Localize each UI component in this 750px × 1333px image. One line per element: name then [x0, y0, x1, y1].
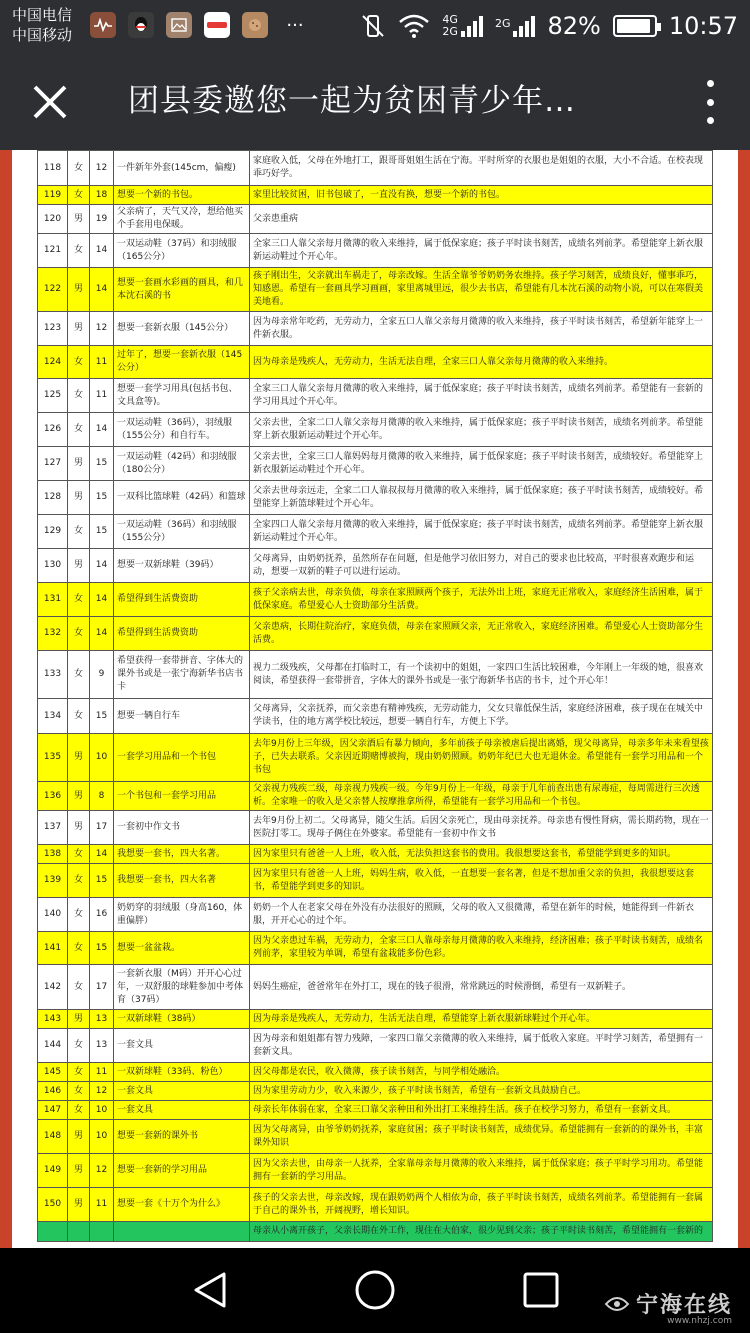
navigation-bar	[0, 1248, 750, 1333]
table-row	[38, 234, 713, 268]
signal-1-icon	[461, 15, 483, 37]
row-number-cell: 133	[38, 651, 68, 699]
recents-square-icon	[519, 1268, 563, 1312]
network-2-label: 2G	[494, 17, 511, 30]
row-number-cell: 120	[38, 205, 68, 234]
gender-cell: 女	[68, 617, 90, 651]
gender-cell: 男	[68, 1120, 90, 1154]
wish-cell: 我想要一套书，四大名著。	[114, 845, 250, 864]
row-number-cell	[38, 1222, 68, 1242]
carrier-info	[12, 5, 72, 45]
battery-icon	[613, 15, 657, 37]
reason-cell: 孩子的父亲去世，母亲改嫁，现在跟奶奶两个人相依为命，孩子平时读书刻苦，成绩名列前茅。希望能拥有一套属于自己的课外书，开阔视野，增长知识。	[250, 1188, 713, 1222]
close-button[interactable]	[22, 74, 78, 130]
row-number-cell: 134	[38, 699, 68, 734]
row-number-cell: 147	[38, 1101, 68, 1120]
reason-cell: 因为父亲患过车祸，无劳动力，全家三口人靠母亲每月微薄的收入来维持，经济困难；孩子平时读书刻苦，成绩名列前茅，家里较为单调，希望有盆栽能多份色彩。	[250, 932, 713, 965]
back-triangle-icon	[188, 1268, 232, 1312]
age-cell: 14	[90, 617, 114, 651]
row-number-cell: 137	[38, 811, 68, 845]
age-cell: 15	[90, 447, 114, 481]
gender-cell: 女	[68, 515, 90, 549]
row-number-cell: 119	[38, 186, 68, 205]
reason-cell: 全家四口人靠父亲每月微薄的收入来维持，属于低保家庭；孩子平时读书刻苦，成绩名列前茅。希望能穿上新衣服新运动鞋过个开心年。	[250, 515, 713, 549]
table-row	[38, 699, 713, 734]
wish-cell: 想要一套新的课外书	[114, 1120, 250, 1154]
health-app-icon	[90, 12, 116, 38]
wish-cell: 想要一套新的学习用品	[114, 1154, 250, 1188]
wish-cell: 一套文具	[114, 1029, 250, 1063]
wish-cell: 一双新球鞋（38码）	[114, 1010, 250, 1029]
table-row	[38, 932, 713, 965]
gender-cell: 男	[68, 481, 90, 515]
battery-percent: 82%	[547, 12, 601, 40]
wish-cell: 想要一双新球鞋（39码）	[114, 549, 250, 583]
gallery-app-icon	[166, 12, 192, 38]
age-cell: 8	[90, 782, 114, 811]
age-cell: 12	[90, 1154, 114, 1188]
table-row	[38, 1029, 713, 1063]
table-row	[38, 1010, 713, 1029]
wish-cell: 一双科比篮球鞋（42码）和篮球	[114, 481, 250, 515]
row-number-cell: 128	[38, 481, 68, 515]
wish-cell: 一套初中作文书	[114, 811, 250, 845]
recents-button[interactable]	[519, 1268, 563, 1312]
reason-cell: 母亲从小离开孩子，父亲长期在外工作，现住在大伯家，很少见到父亲；孩子平时读书刻苦，希望能拥有一套新的	[250, 1222, 713, 1242]
wish-cell: 一件新年外套(145cm，偏瘦)	[114, 151, 250, 186]
wish-cell: 希望得到生活费资助	[114, 583, 250, 617]
page-border-left	[0, 150, 12, 1248]
row-number-cell: 146	[38, 1082, 68, 1101]
reason-cell: 全家三口人靠父亲每月微薄的收入来维持，属于低保家庭；孩子平时读书刻苦，成绩名列前茅。希望能有一套新的学习用具过个开心年。	[250, 379, 713, 413]
row-number-cell: 124	[38, 346, 68, 379]
age-cell: 11	[90, 346, 114, 379]
status-bar	[0, 0, 750, 52]
table-row	[38, 811, 713, 845]
wish-cell: 一套学习用品和一个书包	[114, 734, 250, 782]
age-cell: 15	[90, 699, 114, 734]
age-cell: 14	[90, 268, 114, 312]
table-row	[38, 268, 713, 312]
table-row	[38, 1082, 713, 1101]
row-number-cell: 123	[38, 312, 68, 346]
cookie-app-icon	[242, 12, 268, 38]
reason-cell: 孩子父亲病去世，母亲负债，母亲在家照顾两个孩子，无法外出上班，家庭无正常收入，家庭经济生活困难，属于低保家庭。希望爱心人士资助部分生活费。	[250, 583, 713, 617]
more-dot-icon	[707, 99, 714, 106]
reason-cell: 因为家里劳动力少，收入来源少，孩子平时读书刻苦，希望有一套新文具鼓励自己。	[250, 1082, 713, 1101]
wish-cell: 一个书包和一套学习用品	[114, 782, 250, 811]
row-number-cell: 125	[38, 379, 68, 413]
reason-cell: 父亲去世，全家二口人靠父亲每月微薄的收入来维持，属于低保家庭；孩子平时读书刻苦，成绩名列前茅。希望能穿上新衣服新运动鞋过个开心年。	[250, 413, 713, 447]
reason-cell: 孩子刚出生，父亲就出车祸走了，母亲改嫁。生活全靠爷爷奶奶务农维持。孩子学习刻苦，成绩良好，懂事乖巧，知感恩。希望有一套画具学习画画，家里离城里远，很少去书店，希望能有几本沈石溪的动物小说，可以在寒假美美地看。	[250, 268, 713, 312]
web-content[interactable]	[0, 150, 750, 1248]
gender-cell: 女	[68, 845, 90, 864]
table-row	[38, 898, 713, 932]
wish-cell: 父亲病了，天气又冷，想给他买个手套用电保暖。	[114, 205, 250, 234]
row-number-cell: 121	[38, 234, 68, 268]
age-cell: 12	[90, 151, 114, 186]
gender-cell: 男	[68, 205, 90, 234]
age-cell: 13	[90, 1029, 114, 1063]
table-row	[38, 186, 713, 205]
gender-cell: 女	[68, 346, 90, 379]
wish-table	[37, 150, 713, 1242]
age-cell: 15	[90, 864, 114, 898]
status-indicators	[360, 0, 738, 52]
age-cell: 10	[90, 1101, 114, 1120]
age-cell: 14	[90, 234, 114, 268]
reason-cell: 因为母亲和姐姐都有智力残障，一家四口靠父亲微薄的收入来维持，属于低收入家庭。平时学习刻苦，希望拥有一套新文具。	[250, 1029, 713, 1063]
table-row	[38, 151, 713, 186]
notification-icons	[90, 12, 310, 38]
table-row	[38, 782, 713, 811]
back-button[interactable]	[188, 1268, 232, 1312]
table-row	[38, 864, 713, 898]
gender-cell: 女	[68, 186, 90, 205]
table-row	[38, 549, 713, 583]
reason-cell: 全家三口人靠父亲每月微薄的收入来维持，属于低保家庭；孩子平时读书刻苦，成绩名列前茅。希望能穿上新衣服新运动鞋过个开心年。	[250, 234, 713, 268]
gender-cell	[68, 1222, 90, 1242]
network-top-label: 4G	[442, 13, 458, 26]
age-cell: 17	[90, 965, 114, 1010]
page-title: 团县委邀您一起为贫困青少年…	[128, 83, 576, 119]
age-cell: 18	[90, 186, 114, 205]
gender-cell: 女	[68, 1063, 90, 1082]
row-number-cell: 139	[38, 864, 68, 898]
reason-cell: 父亲去世，全家三口人靠妈妈每月微薄的收入来维持，属于低保家庭；孩子平时读书刻苦，成绩较好。希望能穿上新衣服新运动鞋过个开心年。	[250, 447, 713, 481]
network-bottom-label: 2G	[442, 25, 458, 38]
gender-cell: 男	[68, 811, 90, 845]
wish-cell: 一套新衣服（M码）开开心心过年，一双舒服的球鞋参加中考体育（37码）	[114, 965, 250, 1010]
reason-cell: 父亲去世母亲远走，全家二口人靠叔叔每月微薄的收入来维持，属于低保家庭；孩子平时读书刻苦，成绩较好。希望能穿上新篮球鞋过个开心年。	[250, 481, 713, 515]
row-number-cell: 118	[38, 151, 68, 186]
gender-cell: 女	[68, 583, 90, 617]
watermark-logo-icon	[604, 1294, 630, 1314]
reason-cell: 父母离异，父亲抚养，而父亲患有精神残疾，无劳动能力，父女只靠低保生活，家庭经济困难，孩子现在在城关中学读书，住的地方离学校比较远，想要一辆自行车，方便上下学。	[250, 699, 713, 734]
reason-cell: 母亲长年体弱在家，全家三口靠父亲种田和外出打工来维持生活。孩子在校学习努力，希望有一套新文具。	[250, 1101, 713, 1120]
wish-cell: 过年了，想要一套新衣服（145公分）	[114, 346, 250, 379]
wish-cell: 想要一个新的书包。	[114, 186, 250, 205]
gender-cell: 男	[68, 447, 90, 481]
age-cell: 11	[90, 1063, 114, 1082]
row-number-cell: 143	[38, 1010, 68, 1029]
gender-cell: 女	[68, 1082, 90, 1101]
more-notifications-icon: ···	[286, 14, 304, 36]
row-number-cell: 142	[38, 965, 68, 1010]
table-row	[38, 346, 713, 379]
wifi-icon	[398, 13, 430, 39]
table-row	[38, 1101, 713, 1120]
age-cell: 14	[90, 549, 114, 583]
reason-cell: 父亲患病，长期住院治疗，家庭负债，母亲在家照顾父亲，无正常收入，家庭经济困难。希望爱心人士资助部分生活费。	[250, 617, 713, 651]
gender-cell: 男	[68, 312, 90, 346]
more-dot-icon	[707, 117, 714, 124]
table-row	[38, 1222, 713, 1242]
gender-cell: 女	[68, 413, 90, 447]
table-row	[38, 965, 713, 1010]
home-circle-icon	[353, 1268, 397, 1312]
table-row	[38, 734, 713, 782]
reason-cell: 因为家里只有爸爸一人上班，收入低，无法负担这套书的费用。我很想要这套书，希望能学到更多的知识。	[250, 845, 713, 864]
age-cell: 14	[90, 845, 114, 864]
table-row	[38, 651, 713, 699]
gender-cell: 男	[68, 1188, 90, 1222]
gender-cell: 男	[68, 1010, 90, 1029]
table-row	[38, 413, 713, 447]
age-cell: 15	[90, 515, 114, 549]
wish-cell: 想要一套《十万个为什么》	[114, 1188, 250, 1222]
wish-cell: 一套文具	[114, 1082, 250, 1101]
wish-cell: 希望获得一套带拼音、字体大的课外书或是一张宁海新华书店书卡	[114, 651, 250, 699]
row-number-cell: 141	[38, 932, 68, 965]
gender-cell: 女	[68, 1101, 90, 1120]
page-border-right	[738, 150, 750, 1248]
gender-cell: 女	[68, 932, 90, 965]
wish-cell: 想要一盆盆栽。	[114, 932, 250, 965]
more-options-button[interactable]	[700, 80, 720, 124]
reason-cell: 奶奶一个人在老家父母在外没有办法很好的照顾，父母的收入又很微薄，希望在新年的时候，她能得到一件新衣服，开开心心的过个年。	[250, 898, 713, 932]
carrier-2: 中国移动	[12, 26, 73, 44]
wish-cell: 一双运动鞋（42码）和羽绒服（180公分）	[114, 447, 250, 481]
row-number-cell: 122	[38, 268, 68, 312]
row-number-cell: 150	[38, 1188, 68, 1222]
table-row	[38, 1063, 713, 1082]
age-cell: 10	[90, 734, 114, 782]
table-row	[38, 583, 713, 617]
table-row	[38, 379, 713, 413]
wish-cell: 希望得到生活费资助	[114, 617, 250, 651]
wish-cell: 一双运动鞋（36码）和羽绒服（155公分）	[114, 515, 250, 549]
qq-app-icon	[128, 12, 154, 38]
table-row	[38, 312, 713, 346]
table-row	[38, 481, 713, 515]
reason-cell: 因为家里只有爸爸一人上班，妈妈生病，收入低，一直想要一套名著，但是不想加重父亲的负担，我很想要这套书，希望能学到更多的知识。	[250, 864, 713, 898]
gender-cell: 男	[68, 268, 90, 312]
sina-app-icon	[204, 12, 230, 38]
reason-cell: 因为母亲是残疾人，无劳动力，生活无法自理，希望能穿上新衣服新球鞋过个开心年。	[250, 1010, 713, 1029]
row-number-cell: 131	[38, 583, 68, 617]
gender-cell: 女	[68, 234, 90, 268]
reason-cell: 因为父母离异，由爷爷奶奶抚养，家庭贫困；孩子平时读书刻苦，成绩优异。希望能拥有一套新的的课外书，丰富课外知识	[250, 1120, 713, 1154]
age-cell: 17	[90, 811, 114, 845]
wish-cell: 想要一辆自行车	[114, 699, 250, 734]
vibrate-off-icon	[360, 13, 386, 39]
wish-cell	[114, 1222, 250, 1242]
row-number-cell: 140	[38, 898, 68, 932]
gender-cell: 女	[68, 965, 90, 1010]
gender-cell: 女	[68, 151, 90, 186]
wish-cell: 一双新球鞋（33码、粉色）	[114, 1063, 250, 1082]
app-bar	[0, 52, 750, 150]
age-cell: 14	[90, 413, 114, 447]
age-cell: 16	[90, 898, 114, 932]
reason-cell: 家里比较贫困，旧书包破了，一直没有换，想要一个新的书包。	[250, 186, 713, 205]
reason-cell: 妈妈生癌症，爸爸常年在外打工，现在的钱子很滑，常常跳远的时候滑倒，希望有一双新鞋子。	[250, 965, 713, 1010]
row-number-cell: 136	[38, 782, 68, 811]
reason-cell: 父亲患重病	[250, 205, 713, 234]
watermark	[604, 1288, 732, 1326]
row-number-cell: 135	[38, 734, 68, 782]
gender-cell: 女	[68, 1029, 90, 1063]
row-number-cell: 149	[38, 1154, 68, 1188]
reason-cell: 去年9月份上初二。父母离异，随父生活。后因父亲死亡，现由母亲抚养。母亲患有慢性肾病，需长期药物，现在一医院打零工。现母子俩住在外婆家。希望能有一套初中作文书	[250, 811, 713, 845]
close-icon	[32, 84, 68, 120]
clock: 10:57	[668, 12, 738, 40]
age-cell: 9	[90, 651, 114, 699]
wish-cell: 想要一套新衣服（145公分）	[114, 312, 250, 346]
reason-cell: 家庭收入低，父母在外地打工，跟哥哥姐姐生活在宁海。平时所穿的衣服也是姐姐的衣服，大小不合适。在校表现乖巧好学。	[250, 151, 713, 186]
age-cell: 12	[90, 312, 114, 346]
gender-cell: 女	[68, 864, 90, 898]
wish-cell: 一套文具	[114, 1101, 250, 1120]
table-row	[38, 205, 713, 234]
table-row	[38, 1120, 713, 1154]
gender-cell: 女	[68, 898, 90, 932]
row-number-cell: 144	[38, 1029, 68, 1063]
reason-cell: 父母离异，由奶奶抚养，虽然所存在问题，但是他学习依旧努力，对自己的要求也比较高，平时很喜欢跑步和运动，想要一双新的鞋子可以进行运动。	[250, 549, 713, 583]
reason-cell: 去年9月份上三年级，因父亲酒后有暴力倾向，多年前孩子母亲被虐后提出离婚，现父母离异，母亲多年未来看望孩子，已失去联系。父亲因近期赌博被拘，现由奶奶照顾。奶奶年纪已大也无退休金。希望能有一套学习用品和一个书包	[250, 734, 713, 782]
reason-cell: 视力二级残疾，父母都在打临时工，有一个读初中的姐姐，一家四口生活比较困难，今年刚上一年级的她，很喜欢阅读，希望获得一套带拼音，字体大的课外书或是一张宁海新华书店的书卡，过个开心年！	[250, 651, 713, 699]
more-dot-icon	[707, 80, 714, 87]
gender-cell: 女	[68, 379, 90, 413]
age-cell: 15	[90, 932, 114, 965]
table-row	[38, 1154, 713, 1188]
age-cell: 14	[90, 583, 114, 617]
table-row	[38, 617, 713, 651]
age-cell: 15	[90, 481, 114, 515]
reason-cell: 因父母都是农民，收入微薄，孩子读书刻苦，与同学相处融洽。	[250, 1063, 713, 1082]
carrier-1: 中国电信	[12, 6, 73, 24]
reason-cell: 因为父亲去世，由母亲一人抚养，全家靠母亲每月微薄的收入来维持，属于低保家庭；孩子平时学习用功。希望能拥有一套新的学习用品。	[250, 1154, 713, 1188]
row-number-cell: 132	[38, 617, 68, 651]
age-cell	[90, 1222, 114, 1242]
row-number-cell: 148	[38, 1120, 68, 1154]
gender-cell: 男	[68, 549, 90, 583]
table-row	[38, 1188, 713, 1222]
home-button[interactable]	[353, 1268, 397, 1312]
wish-cell: 奶奶穿的羽绒服（身高160，体重偏胖）	[114, 898, 250, 932]
age-cell: 13	[90, 1010, 114, 1029]
row-number-cell: 126	[38, 413, 68, 447]
age-cell: 12	[90, 1082, 114, 1101]
row-number-cell: 127	[38, 447, 68, 481]
network-type	[442, 14, 483, 38]
watermark-url: www.nhzj.com	[667, 1316, 732, 1326]
table-row	[38, 515, 713, 549]
age-cell: 11	[90, 1188, 114, 1222]
row-number-cell: 145	[38, 1063, 68, 1082]
reason-cell: 因为母亲是残疾人，无劳动力，生活无法自理，全家三口人靠父亲每月微薄的收入来维持。	[250, 346, 713, 379]
reason-cell: 父亲视力残疾二级，母亲视力残疾一级。今年9月份上一年级，母亲于几年前查出患有尿毒症，每周需进行三次透析。全家唯一的收入是父亲替人按摩推拿所得，希望能有一套学习用品和一个书包。	[250, 782, 713, 811]
gender-cell: 女	[68, 699, 90, 734]
gender-cell: 男	[68, 1154, 90, 1188]
network-2	[495, 15, 536, 37]
row-number-cell: 130	[38, 549, 68, 583]
wish-cell: 一双运动鞋（37码）和羽绒服（165公分）	[114, 234, 250, 268]
table-row	[38, 845, 713, 864]
gender-cell: 男	[68, 782, 90, 811]
row-number-cell: 129	[38, 515, 68, 549]
watermark-text: 宁海在线	[635, 1293, 732, 1318]
age-cell: 10	[90, 1120, 114, 1154]
wish-cell: 我想要一套书，四大名著	[114, 864, 250, 898]
gender-cell: 女	[68, 651, 90, 699]
reason-cell: 因为母亲常年吃药，无劳动力，全家五口人靠父亲每月微薄的收入来维持，孩子平时读书刻苦，希望新年能穿上一件新衣服。	[250, 312, 713, 346]
age-cell: 19	[90, 205, 114, 234]
row-number-cell: 138	[38, 845, 68, 864]
wish-cell: 想要一套学习用具(包括书包、文具盒等)。	[114, 379, 250, 413]
signal-2-icon	[513, 15, 535, 37]
wish-cell: 想要一套画水彩画的画具，和几本沈石溪的书	[114, 268, 250, 312]
age-cell: 11	[90, 379, 114, 413]
wish-cell: 一双运动鞋（36码），羽绒服（155公分）和自行车。	[114, 413, 250, 447]
table-row	[38, 447, 713, 481]
gender-cell: 男	[68, 734, 90, 782]
